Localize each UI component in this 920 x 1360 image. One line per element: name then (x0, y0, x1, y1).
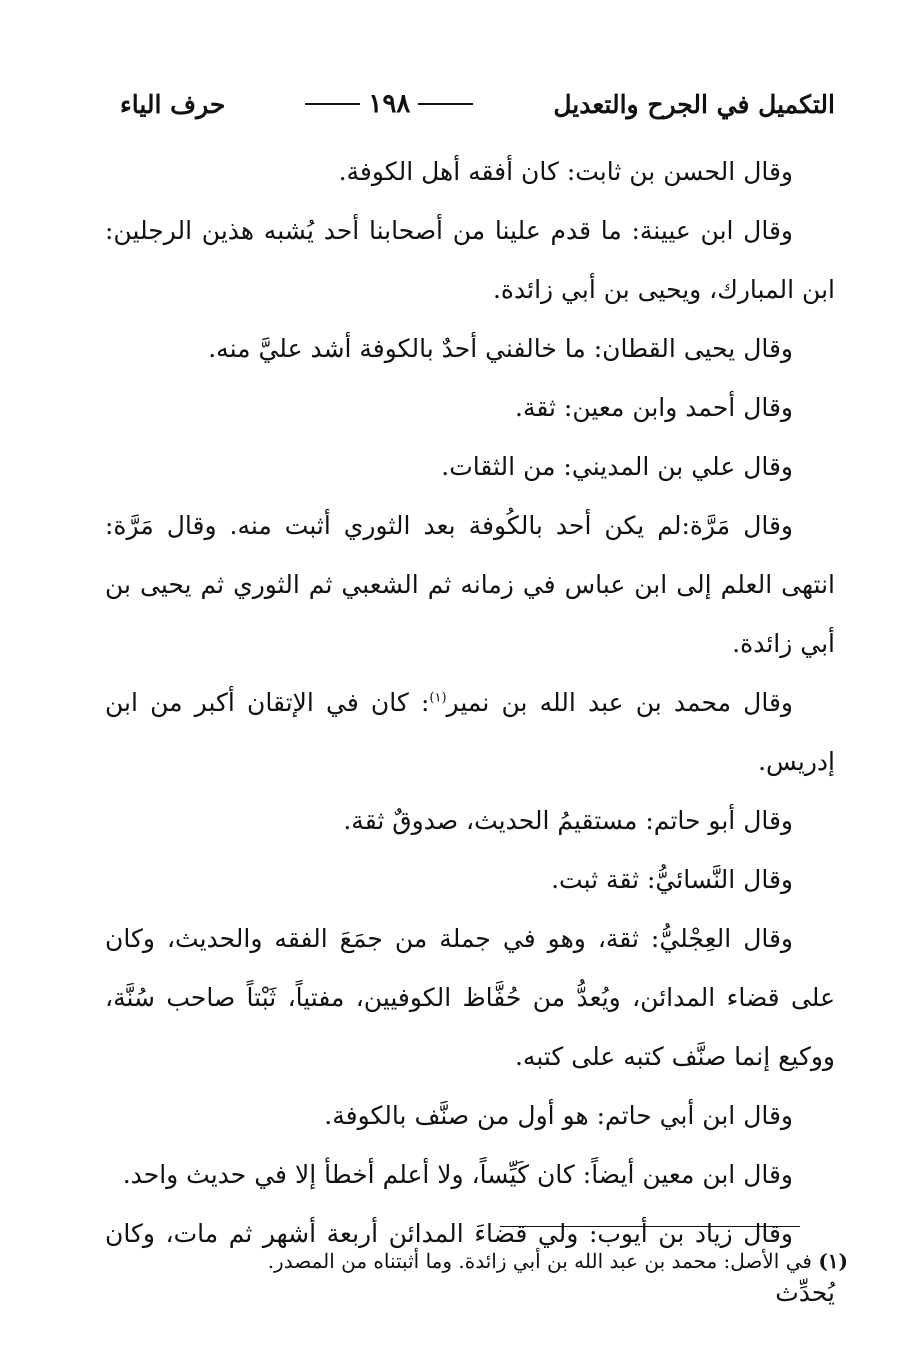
header-dash-left (305, 103, 360, 105)
paragraph-with-note (105, 673, 835, 791)
footnote-marker: (١) (818, 1249, 848, 1273)
paragraph: وقال علي بن المديني: من الثقات. (441, 452, 793, 481)
paragraph: وقال العِجْليُّ: ثقة، وهو في جملة من جمَعَ الفقه والحديث، وكان على قضاء المدائن، ويُعدُّ من حُفَّاظ الكوفيين، مفتياً، ثَبْتاً صاحب سُنَّة، ووكيع إنما صنَّف كتبه على كتبه. (105, 924, 835, 1071)
footnote-reference: (١) (429, 690, 447, 706)
paragraph: وقال زياد بن أيوب: ولي قضاءَ المدائن أربعة أشهر ثم مات، وكان يُحدِّث (105, 1219, 835, 1307)
header-dash-right (418, 103, 473, 105)
paragraph: وقال مَرَّة:لم يكن أحد بالكُوفة بعد الثوري أثبت منه. وقال مَرَّة: انتهى العلم إلى ابن عباس في زمانه ثم الشعبي ثم الثوري ثم يحيى بن أبي زائدة. (105, 511, 835, 658)
book-title: التكميل في الجرح والتعديل (553, 89, 835, 119)
section-title: حرف الياء (120, 89, 226, 119)
paragraph: وقال ابن عيينة: ما قدم علينا من أصحابنا أحد يُشبه هذين الرجلين: ابن المبارك، ويحيى بن أبي زائدة. (105, 216, 835, 304)
paragraph: وقال أحمد وابن معين: ثقة. (515, 393, 793, 422)
running-header (120, 84, 835, 124)
paragraph: وقال ابن أبي حاتم: هو أول من صنَّف بالكوفة. (324, 1101, 793, 1130)
paragraph-text: : كان في الإتقان أكبر من ابن إدريس. (105, 688, 835, 776)
paragraph: وقال النَّسائيُّ: ثقة ثبت. (551, 865, 793, 894)
paragraph: وقال أبو حاتم: مستقيمُ الحديث، صدوقٌ ثقة. (343, 806, 793, 835)
main-text (105, 142, 835, 1322)
paragraph: وقال يحيى القطان: ما خالفني أحدٌ بالكوفة أشد عليَّ منه. (208, 334, 793, 363)
footnote-text: في الأصل: محمد بن عبد الله بن أبي زائدة. وما أثبتناه من المصدر. (267, 1249, 812, 1273)
header-center (297, 89, 481, 119)
paragraph: وقال الحسن بن ثابت: كان أفقه أهل الكوفة. (338, 157, 793, 186)
footnote-separator (500, 1226, 800, 1227)
footnote (200, 1246, 848, 1276)
page-number: ١٩٨ (368, 89, 411, 119)
paragraph: وقال ابن معين أيضاً: كان كَيِّساً، ولا أعلم أخطأ إلا في حديث واحد. (122, 1160, 793, 1189)
paragraph-text: وقال محمد بن عبد الله بن نمير (446, 688, 793, 717)
